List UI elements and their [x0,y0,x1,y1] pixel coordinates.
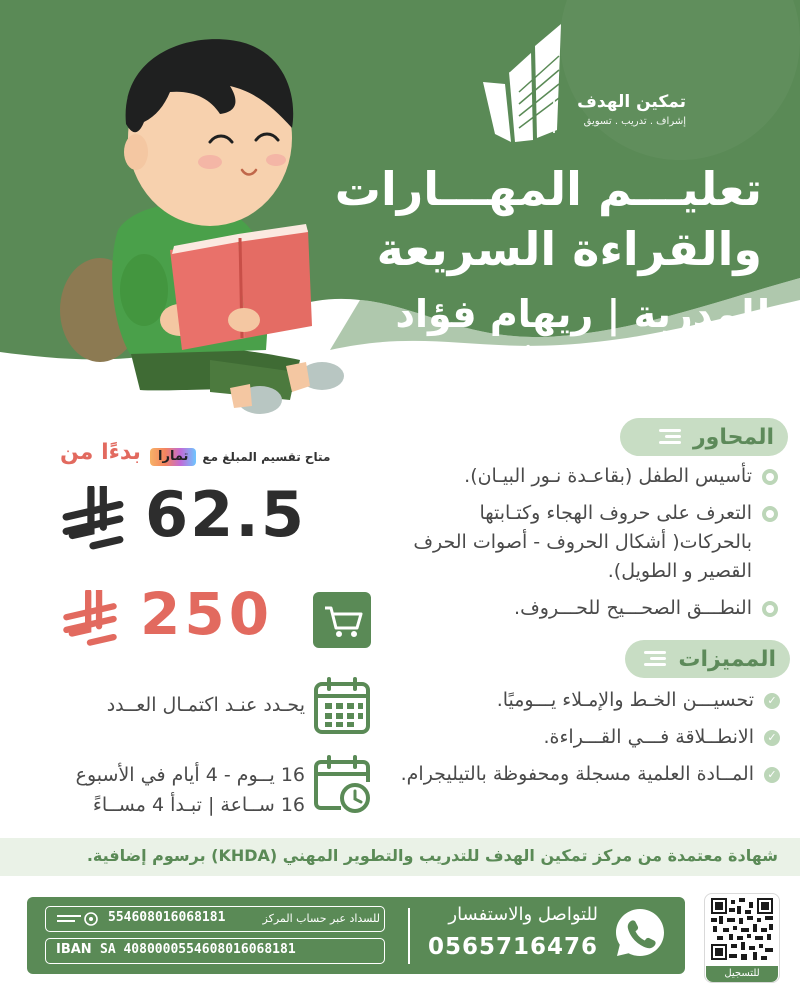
axes-section-heading [620,418,788,456]
brand-tagline: إشراف . تدريب . تسويق [583,116,686,127]
footer-divider [408,908,410,964]
trainer-specialty: متخصصة في تأسيس الأطفال [473,346,736,367]
current-price: 62.5 [145,478,306,551]
course-title-line-1: تعليـــم المهـــارات [334,162,762,216]
installment-text: متاح تقسيم المبلغ مع [202,450,331,464]
qr-code-icon[interactable] [711,898,773,960]
list-icon [644,651,666,667]
bank-account-number: 554608016068181 [108,910,226,925]
list-item: ✓ تحسيـــن الخـط والإمـلاء يـــوميًا. [380,686,782,715]
schedule-hours: 16 ســاعة | تبـدأ 4 مســاءً [92,794,305,816]
features-heading-text: المميزات [678,646,776,672]
bullet-dot-icon [762,601,778,617]
whatsapp-icon[interactable] [612,905,668,961]
riyal-currency-icon [62,590,118,648]
calendar-clock-icon [313,754,371,814]
brand-name: تمكين الهدف [577,92,686,112]
schedule-details [25,760,305,820]
installment-note [150,448,330,466]
bullet-dot-icon [762,469,778,485]
list-item: التعرف على حروف الهجاء وكتـابتها بالحركات( أشكال الحروف - أصوات الحرف القصير و الطويل). [395,499,780,586]
features-list [380,686,782,797]
schedule-days: 16 يــوم - 4 أيام في الأسبوع [75,764,305,786]
list-item: تأسيس الطفل (بقاعـدة نـور البيـان). [395,462,780,491]
check-icon: ✓ [764,730,780,746]
bullet-dot-icon [762,506,778,522]
list-item: النطـــق الصحـــيح للحـــروف. [395,594,780,623]
register-label[interactable]: للتسجيل [706,966,778,982]
brand-logo-icon [475,22,565,142]
list-item: ✓ الانطــلاقة فـــي القـــراءة. [380,723,782,752]
bank-account-label: للسداد عبر حساب المركز [262,912,380,925]
child-reading-illustration [60,20,370,420]
certificate-text: شهادة معتمدة من مركز تمكين الهدف للتدريب والتطوير المهني (KHDA) برسوم إضافية. [86,846,778,865]
list-item: ✓ المــادة العلمية مسجلة ومحفوظة بالتيليجرام. [380,760,782,789]
group-size-note: يحـدد عنـد اكتمـال العــدد [106,694,305,716]
tamara-logo: تمارا [150,448,196,466]
axes-heading-text: المحاور [692,424,774,450]
cart-icon [313,592,371,648]
calendar-icon [313,676,371,736]
contact-label: للتواصل والاستفسار [448,904,598,925]
check-icon: ✓ [764,693,780,709]
logo-divider [553,95,555,133]
iban-number: SA 4080000554608016068181 [100,942,296,957]
check-icon: ✓ [764,767,780,783]
list-icon [659,429,681,445]
iban-label: IBAN [56,942,92,957]
bank-logo-icon [55,910,101,928]
features-section-heading [625,640,790,678]
starting-from-label: بدءًا من [60,440,141,465]
original-price: 250 [140,580,274,648]
course-title-line-2: والقراءة السريعة [376,222,762,276]
axes-list [395,462,780,631]
contact-phone-number[interactable]: 0565716476 [427,934,598,960]
riyal-currency-icon [62,486,124,552]
trainer-name: للمدربة | ريهام فؤاد [395,292,770,336]
